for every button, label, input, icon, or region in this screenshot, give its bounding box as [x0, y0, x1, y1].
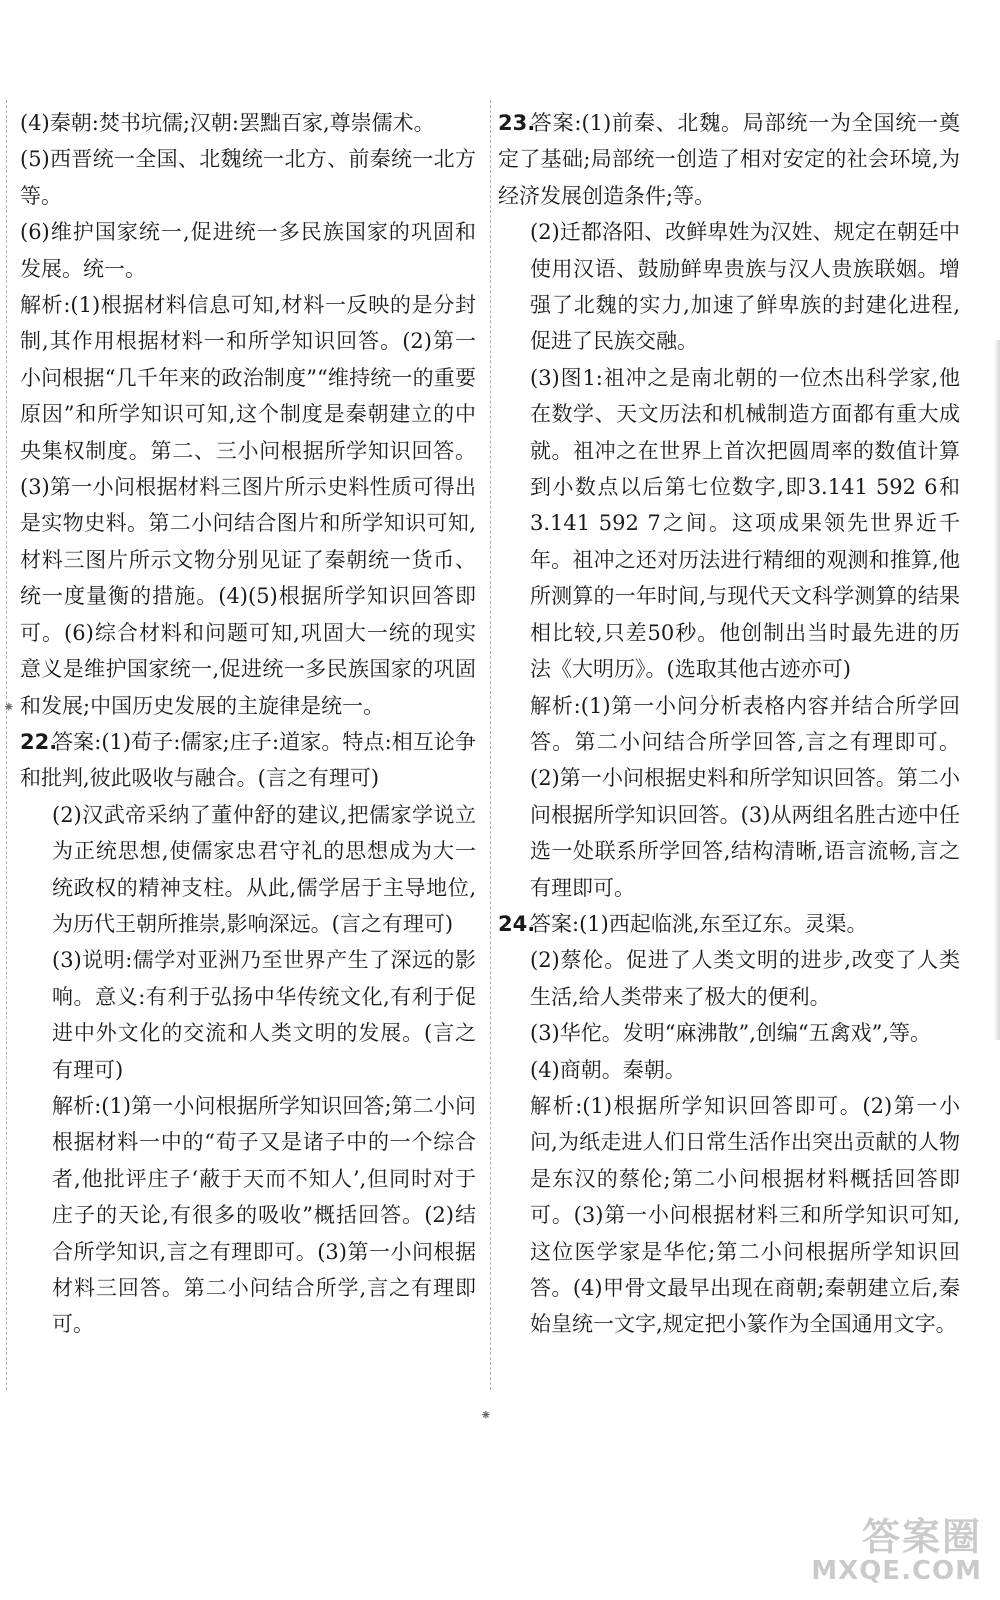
q21-part5: (5)西晋统一全国、北魏统一北方、前秦统一北方等。 — [20, 147, 476, 208]
q24-answer — [498, 906, 960, 942]
q23-part2: (2)迁都洛阳、改鲜卑姓为汉姓、规定在朝廷中使用汉语、鼓励鲜卑贵族与汉人贵族联姻。增强了北魏的实力,加速了鲜卑族的封建化进程,促进了民族交融。 — [530, 220, 960, 354]
q23-answer — [498, 105, 960, 214]
q21-part4: (4)秦朝:焚书坑儒;汉朝:罢黜百家,尊崇儒术。 — [20, 111, 435, 135]
left-margin-rule — [6, 100, 7, 1390]
column-divider — [490, 100, 491, 1390]
scan-mark-icon: ⁕ — [3, 700, 15, 716]
q24-analysis: 解析:(1)根据所学知识回答即可。(2)第一小问,为纸走进人们日常生活作出突出贡献的人物是东汉的蔡伦;第二小问根据材料概括回答即可。(3)第一小问根据材料三和所学知识可知,这位医学家是华佗;第二小问根据所学知识回答。(4)甲骨文最早出现在商朝;秦朝建立后,秦始皇统一文字,规定把小篆作为全国通用文字。 — [530, 1093, 960, 1337]
q22-answer-text: 答案:(1)荀子:儒家;庄子:道家。特点:相互论争和批判,彼此吸收与融合。(言之有理可) — [20, 729, 476, 791]
q23-answer-text: 答案:(1)前秦、北魏。局部统一为全国统一奠定了基础;局部统一创造了相对安定的社会环境,为经济发展创造条件;等。 — [498, 111, 960, 208]
q22-answer — [20, 724, 476, 797]
q23-analysis: 解析:(1)第一小问分析表格内容并结合所学回答。第二小问结合所学回答,言之有理即可。(2)第一小问根据史料和所学知识回答。第二小问根据所学知识回答。(3)从两组名胜古迹中任选一处联系所学回答,结构清晰,语言流畅,言之有理即可。 — [530, 693, 960, 900]
q22-analysis: 解析:(1)第一小问根据所学知识回答;第二小问根据材料一中的“荀子又是诸子中的一个综合者,他批评庄子‘蔽于天而不知人’,但同时对于庄子的天论,有很多的吸收”概括回答。(2)结合所学知识,言之有理即可。(3)第一小问根据材料三回答。第二小问结合所学,言之有理即可。 — [52, 1093, 476, 1337]
q21-analysis: 解析:(1)根据材料信息可知,材料一反映的是分封制,其作用根据材料一和所学知识回答。(2)第一小问根据“几千年来的政治制度”“维持统一的重要原因”和所学知识可知,这个制度是秦朝建立的中央集权制度。第二、三小问根据所学知识回答。(3)第一小问根据材料三图片所示史料性质可得出是实物史料。第二小问结合图片和所学知识可知,材料三图片所示文物分别见证了秦朝统一货币、统一度量衡的措施。(4)(5)根据所学知识回答即可。(6)综合材料和问题可知,巩固大一统的现实意义是维护国家统一,促进统一多民族国家的巩固和发展;中国历史发展的主旋律是统一。 — [20, 293, 476, 718]
q22-part3: (3)说明:儒学对亚洲乃至世界产生了深远的影响。意义:有利于弘扬中华传统文化,有利于促进中外文化的交流和人类文明的发展。(言之有理可) — [52, 948, 476, 1082]
right-column — [498, 105, 960, 1343]
q24-part4: (4)商朝。秦朝。 — [530, 1057, 686, 1082]
q22-part2: (2)汉武帝采纳了董仲舒的建议,把儒家学说立为正统思想,使儒家忠君守礼的思想成为大一统政权的精神支柱。从此,儒学居于主导地位,为历代王朝所推崇,影响深远。(言之有理可) — [52, 802, 476, 936]
scan-mark-icon: ⁕ — [480, 1408, 492, 1424]
watermark-url: MXQE.COM — [811, 1556, 982, 1586]
q24-part3: (3)华佗。发明“麻沸散”,创编“五禽戏”,等。 — [530, 1021, 932, 1046]
q24-part2: (2)蔡伦。促进了人类文明的进步,改变了人类生活,给人类带来了极大的便利。 — [530, 948, 960, 1009]
q23-part3: (3)图1:祖冲之是南北朝的一位杰出科学家,他在数学、天文历法和机械制造方面都有重大成就。祖冲之在世界上首次把圆周率的数值计算到小数点以后第七位数字,即3.141 592 6和3.141 592 7之间。这项成果领先世界近千年。祖冲之还对历法进行精细的观测和推算,他所测算的一年时间,与现代天文科学测算的结果相比较,只差50秒。他创制出当时最先进的历法《大明历》。(选取其他古迹亦可) — [530, 365, 960, 682]
question-number: 23. — [498, 111, 536, 135]
site-watermark — [792, 1506, 982, 1586]
watermark-logo-text: 答案圈 — [861, 1515, 982, 1559]
page-edge-shadow — [994, 340, 1000, 1040]
question-number: 24. — [498, 911, 536, 936]
q24-answer-text: 答案:(1)西起临洮,东至辽东。灵渠。 — [530, 911, 868, 936]
question-number: 22. — [20, 729, 58, 754]
q21-part6: (6)维护国家统一,促进统一多民族国家的巩固和发展。统一。 — [20, 220, 476, 281]
left-column — [20, 105, 476, 1343]
